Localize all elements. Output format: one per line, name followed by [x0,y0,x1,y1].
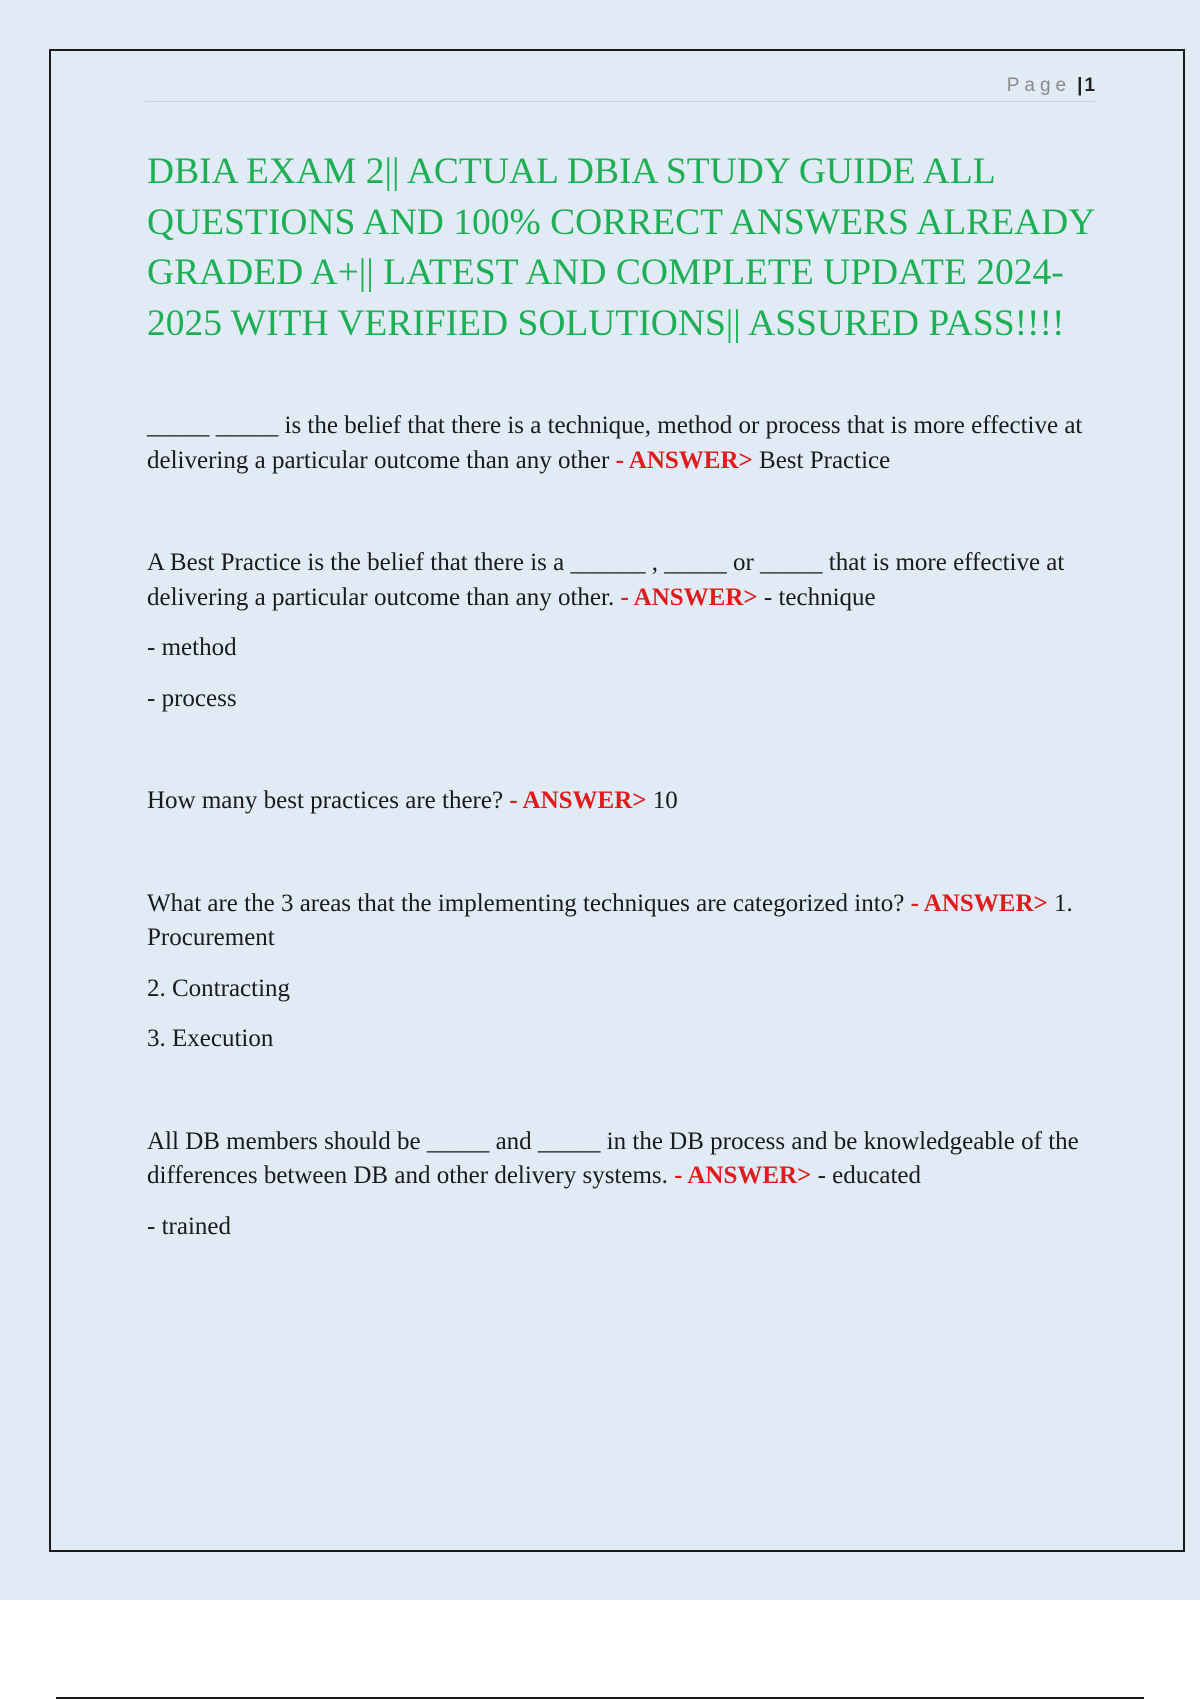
qa-item [147,784,1137,819]
question-text: What are the 3 areas that the implementing techniques are categorized into? [147,889,905,917]
qa-item [147,887,1137,1057]
page-frame [49,49,1185,1552]
question-text: How many best practices are there? [147,787,504,814]
answer-text: 1. Procurement [147,889,1073,951]
answer-text: - technique [763,583,876,611]
question-text: All DB members should be _____ and _____ in the DB process and be knowledgeable of the differences between DB and other delivery systems. [147,1127,1079,1189]
answer-tag: - ANSWER> [674,1162,812,1189]
qa-question-line [147,887,1137,956]
answer-tag: - ANSWER> [620,583,758,611]
answer-text: Best Practice [759,446,891,474]
answer-line: 2. Contracting [147,974,291,1002]
qa-question-line [147,1125,1137,1194]
answer-tag: - ANSWER> [509,787,647,814]
qa-question-line [147,784,1137,819]
answer-line: - process [147,684,237,712]
answer-text: 10 [652,787,678,814]
page-separator: | [1077,75,1083,96]
next-page-divider [56,1697,1144,1699]
page-label: Page [1006,75,1072,96]
answer-line: - trained [147,1212,231,1240]
answer-tag: - ANSWER> [615,446,753,474]
qa-item [147,1125,1137,1245]
qa-list [147,409,1137,1312]
document-title: DBIA EXAM 2|| ACTUAL DBIA STUDY GUIDE ALL QUESTIONS AND 100% CORRECT ANSWERS ALREADY GRADED A+|| LATEST AND COMPLETE UPDATE 2024-2025 WITH VERIFIED SOLUTIONS|| ASSURED PASS!!!! [147,151,1094,344]
page-number: 1 [1084,75,1095,96]
qa-question-line [147,546,1137,615]
answer-line: - method [147,634,237,661]
question-text: A Best Practice is the belief that there is a ______ , _____ or _____ that is more effective at delivering a particular outcome than any other. [147,549,1065,611]
page-header [145,75,1095,102]
answer-line: 3. Execution [147,1025,274,1052]
qa-question-line [147,409,1137,478]
qa-item [147,546,1137,716]
qa-item [147,409,1137,478]
question-text: _____ _____ is the belief that there is a technique, method or process that is more effective at delivering a particular outcome than any other [147,412,1083,474]
answer-tag: - ANSWER> [910,889,1048,917]
answer-text: - educated [817,1162,921,1189]
